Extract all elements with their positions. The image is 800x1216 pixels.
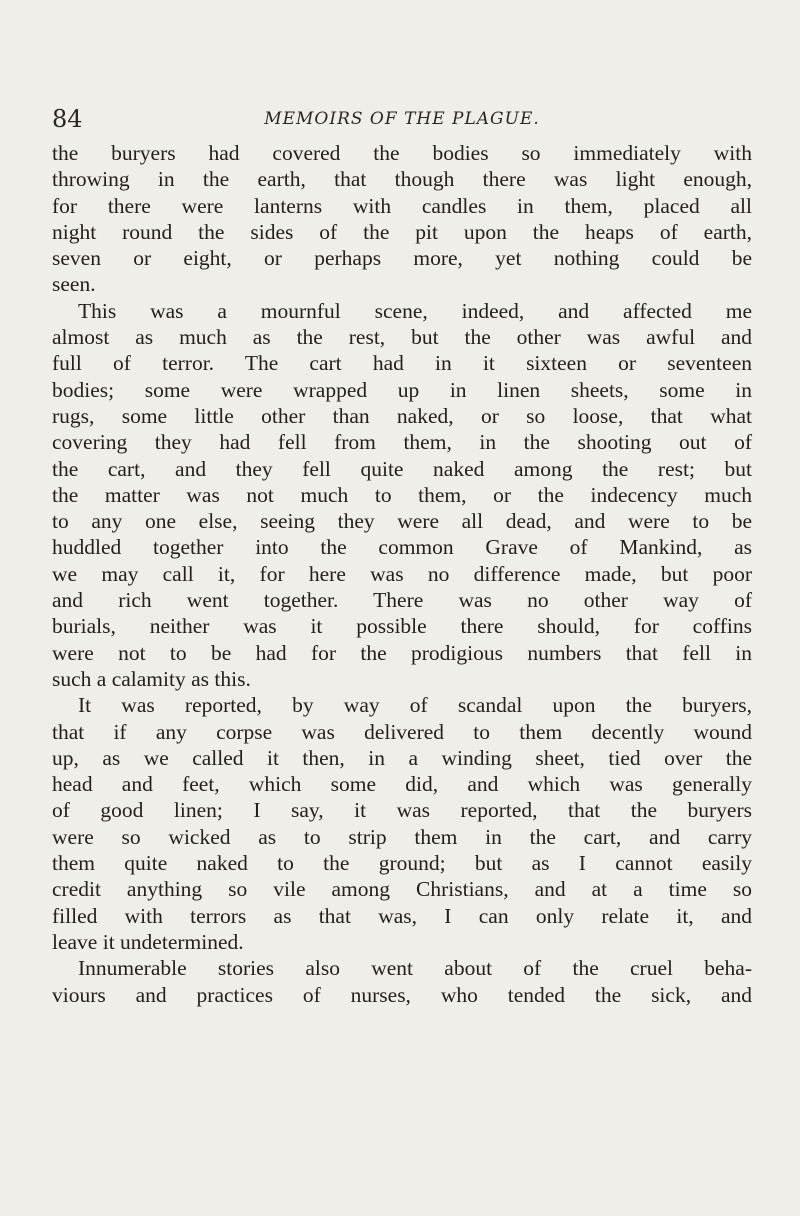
text-line: were not to be had for the prodigious numbers that fell in [52, 640, 752, 665]
text-line: leave it undetermined. [52, 929, 244, 954]
text-line: bodies; some were wrapped up in linen sheets, some in [52, 377, 752, 402]
text-line: rugs, some little other than naked, or so loose, that what [52, 403, 752, 428]
text-line: head and feet, which some did, and which was generally [52, 772, 752, 797]
text-line: of good linen; I say, it was reported, that the buryers [52, 798, 752, 823]
text-line: up, as we called it then, in a winding sheet, tied over the [52, 745, 752, 770]
text-line: seven or eight, or perhaps more, yet nothing could be [52, 246, 752, 271]
body-text [52, 140, 752, 1008]
text-line: the cart, and they fell quite naked among the rest; but [52, 456, 752, 481]
text-line: credit anything so vile among Christians, and at a time so [52, 877, 752, 902]
running-head: MEMOIRS OF THE PLAGUE. [264, 109, 540, 129]
text-line: to any one else, seeing they were all dead, and were to be [52, 509, 752, 534]
text-line: covering they had fell from them, in the shooting out of [52, 430, 752, 455]
text-line: It was reported, by way of scandal upon the buryers, [78, 693, 752, 718]
text-line: the matter was not much to them, or the indecency much [52, 482, 752, 507]
text-line: for there were lanterns with candles in them, placed all [52, 193, 752, 218]
text-line: Innumerable stories also went about of the cruel beha- [78, 956, 752, 981]
text-line: such a calamity as this. [52, 666, 251, 691]
text-line: were so wicked as to strip them in the cart, and carry [52, 824, 752, 849]
text-line: seen. [52, 272, 96, 297]
text-line: the buryers had covered the bodies so immediately with [52, 141, 752, 165]
text-line: and rich went together. There was no other way of [52, 588, 752, 613]
text-line: them quite naked to the ground; but as I cannot easily [52, 851, 752, 876]
text-line: filled with terrors as that was, I can only relate it, and [52, 903, 752, 928]
text-line: almost as much as the rest, but the other was awful and [52, 325, 752, 350]
page-header [52, 104, 752, 134]
text-line: throwing in the earth, that though there was light enough, [52, 167, 752, 192]
text-line: burials, neither was it possible there should, for coffins [52, 614, 752, 639]
text-line: viours and practices of nurses, who tended the sick, and [52, 982, 752, 1007]
text-line: This was a mournful scene, indeed, and affected me [78, 298, 752, 323]
text-line: we may call it, for here was no difference made, but poor [52, 561, 752, 586]
text-line: huddled together into the common Grave of Mankind, as [52, 535, 752, 560]
text-line: night round the sides of the pit upon the heaps of earth, [52, 219, 752, 244]
text-line: that if any corpse was delivered to them decently wound [52, 719, 752, 744]
text-line: full of terror. The cart had in it sixteen or seventeen [52, 351, 752, 376]
page-number: 84 [52, 105, 83, 133]
